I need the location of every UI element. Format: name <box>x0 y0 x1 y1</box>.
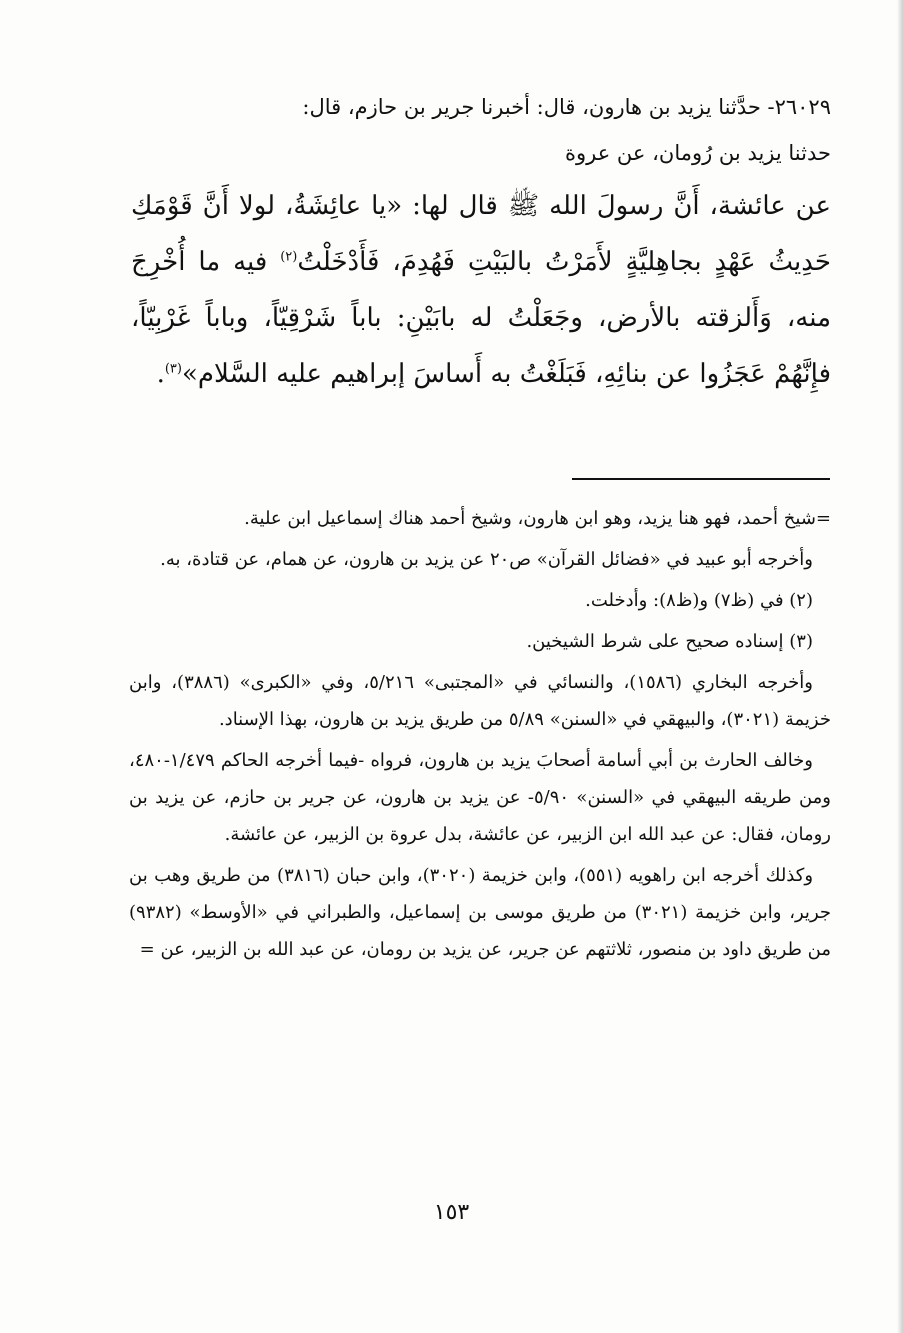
footnote-3: (٣) إسناده صحيح على شرط الشيخين. <box>526 631 813 652</box>
footnotes-section <box>129 500 831 972</box>
footnote-ref-2: (٢) <box>280 249 298 265</box>
footnote-harith: وخالف الحارث بن أبي أسامة أصحابَ يزيد بن هارون، فرواه -فيما أخرجه الحاكم ١/٤٧٩-٤٨٠، ومن طريقه البيهقي في «السنن» ٥/٩٠- عن يزيد بن هارون، عن جرير بن حازم، عن يزيد بن رومان، فقال: عن عبد الله ابن الزبير، عن عائشة، بدل عروة بن الزبير، عن عائشة. <box>129 750 831 845</box>
page-number: ١٥٣ <box>433 1200 470 1225</box>
matn-text-1: عن عائشة، أَنَّ رسولَ الله ﷺ قال لها: «يا عائِشَةُ، لولا أَنَّ قَوْمَكِ حَدِيثُ عَهْدٍ بجاهِليَّةٍ لأَمَرْتُ بالبَيْتِ فَهُدِمَ، فَأَدْخَلْتُ <box>131 191 831 277</box>
hadith-isnad <box>131 84 831 176</box>
matn-paragraph <box>131 178 831 402</box>
footnote-kadhalika: وكذلك أخرجه ابن راهويه (٥٥١)، وابن خزيمة (٣٠٢٠)، وابن حبان (٣٨١٦) من طريق وهب بن جرير، وابن خزيمة (٣٠٢١) من طريق موسى بن إسماعيل، والطبراني في «الأوسط» (٩٣٨٢) من طريق داود بن منصور، ثلاثتهم عن جرير، عن يزيد بن رومان، عن عبد الله بن الزبير، عن = <box>129 865 831 960</box>
footnote-ref-3: (٣) <box>164 361 182 377</box>
matn-end: . <box>156 359 165 389</box>
footnote-separator <box>572 478 830 480</box>
hadith-matn <box>131 178 831 402</box>
footnote-continuation: =شيخ أحمد، فهو هنا يزيد، وهو ابن هارون، وشيخ أحمد هناك إسماعيل ابن علية. <box>244 508 831 529</box>
scan-edge-shadow <box>897 0 903 1333</box>
isnad-line-2: حدثنا يزيد بن رُومان، عن عروة <box>565 141 831 165</box>
footnote-abu-ubayd: وأخرجه أبو عبيد في «فضائل القرآن» ص٢٠ عن يزيد بن هارون، عن همام، عن قتادة، به. <box>160 549 813 570</box>
footnote-bukhari: وأخرجه البخاري (١٥٨٦)، والنسائي في «المجتبى» ٥/٢١٦، وفي «الكبرى» (٣٨٨٦)، وابن خزيمة (٣٠٢١)، والبيهقي في «السنن» ٥/٨٩ من طريق يزيد بن هارون، بهذا الإسناد. <box>129 672 831 730</box>
matn-text-2: فيه ما أُخْرِجَ منه، وَأَلزقته بالأرض، وجَعَلْتُ له بابَيْنِ: باباً شَرْقِيّاً، وباباً غَرْبِيّاً، فإِنَّهُمْ عَجَزُوا عن بنائِهِ، فَبَلَغْتُ به أَساسَ إبراهيم عليه السَّلام» <box>131 247 831 389</box>
isnad-line-1: ٢٦٠٢٩- حدَّثنا يزيد بن هارون، قال: أخبرنا جرير بن حازم، قال: <box>302 95 831 119</box>
footnote-2: (٢) في (ظ٧) و(ظ٨): وأدخلت. <box>585 590 813 611</box>
